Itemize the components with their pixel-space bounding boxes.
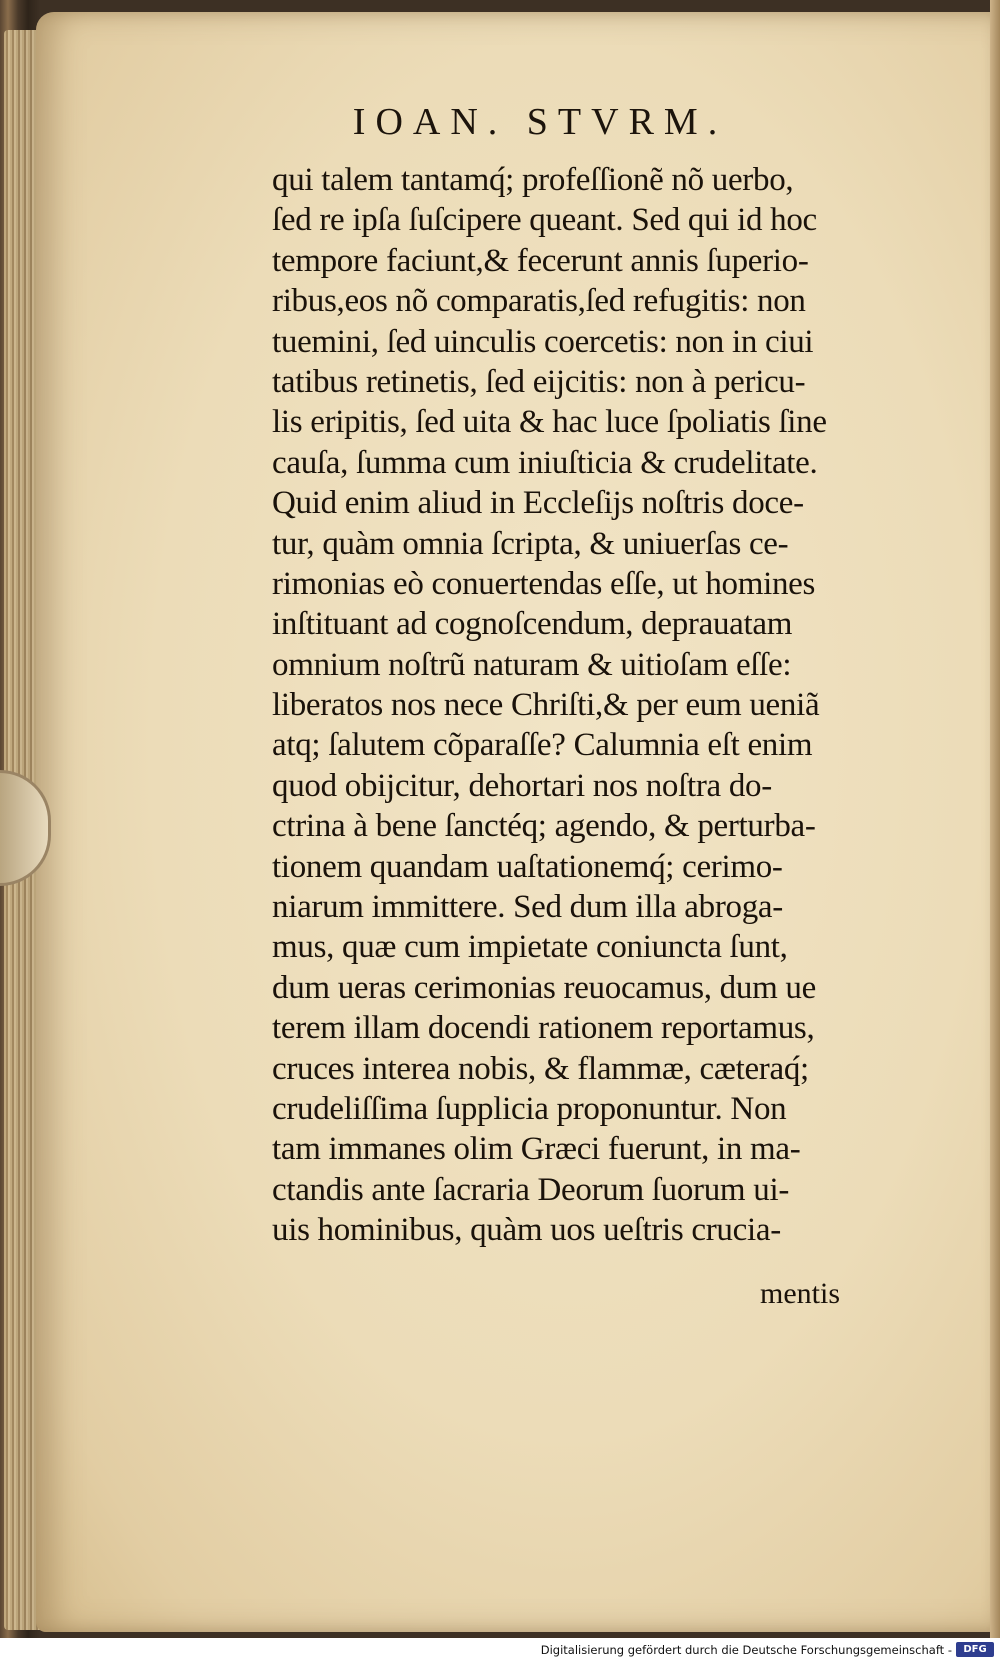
text-line: quod obijcitur, dehortari nos noſtra do- <box>272 767 772 804</box>
text-line: tionem quandam uaſtationemq́; cerimo- <box>272 848 783 885</box>
text-line: inſtituant ad cognoſcendum, deprauatam <box>272 606 793 643</box>
text-line: ſed re ipſa ſuſcipere queant. Sed qui id hoc <box>272 202 817 239</box>
dfg-logo: DFG <box>956 1642 994 1657</box>
text-line: crudeliſſima ſupplicia proponuntur. Non <box>272 1090 787 1127</box>
text-line: tuemini, ſed uinculis coercetis: non in ciui <box>272 323 814 360</box>
footer-bar <box>0 1638 1000 1660</box>
page-right-edge <box>990 0 1000 1660</box>
text-line: terem illam docendi rationem reportamus, <box>272 1010 815 1047</box>
text-line: ribus,eos nõ comparatis,ſed refugitis: non <box>272 283 806 320</box>
running-head: IOAN. STVRM. <box>352 101 728 143</box>
text-line: uis hominibus, quàm uos ueſtris crucia- <box>272 1212 781 1249</box>
text-line: tatibus retinetis, ſed eijcitis: non à pericu- <box>272 363 806 400</box>
text-line: tempore faciunt,& fecerunt annis ſuperio- <box>272 242 809 279</box>
text-line: liberatos nos nece Chriſti,& per eum ueniã <box>272 687 820 724</box>
text-line: qui talem tantamq́; profeſſionẽ nõ uerbo, <box>272 162 794 198</box>
text-line: ctrina à bene ſanctéq; agendo, & perturba- <box>272 808 816 845</box>
text-line: cruces interea nobis, & flammæ, cæteraq́; <box>272 1050 809 1087</box>
text-line: omnium noſtrũ naturam & uitioſam eſſe: <box>272 646 792 683</box>
text-line: niarum immittere. Sed dum illa abroga- <box>272 889 783 926</box>
text-line: rimonias eò conuertendas eſſe, ut homines <box>272 565 816 602</box>
text-line: tur, quàm omnia ſcripta, & uniuerſas ce- <box>272 525 789 562</box>
text-line: dum ueras cerimonias reuocamus, dum ue <box>272 969 816 1006</box>
text-line: atq; ſalutem cõparaſſe? Calumnia eſt enim <box>272 727 813 764</box>
text-line: Quid enim aliud in Eccleſijs noſtris doce- <box>272 485 804 522</box>
text-line: tam immanes olim Græci fuerunt, in ma- <box>272 1131 801 1168</box>
text-block <box>272 160 912 1251</box>
text-line: cauſa, ſumma cum iniuſticia & crudelitate. <box>272 444 818 481</box>
text-line: ctandis ante ſacraria Deorum ſuorum ui- <box>272 1171 790 1208</box>
footer-credit: Digitalisierung gefördert durch die Deutsche Forschungsgemeinschaft - <box>540 1643 952 1657</box>
text-line: mus, quæ cum impietate coniuncta ſunt, <box>272 929 788 966</box>
text-line: lis eripitis, ſed uita & hac luce ſpoliatis ſine <box>272 404 827 441</box>
catchword: mentis <box>760 1277 840 1310</box>
